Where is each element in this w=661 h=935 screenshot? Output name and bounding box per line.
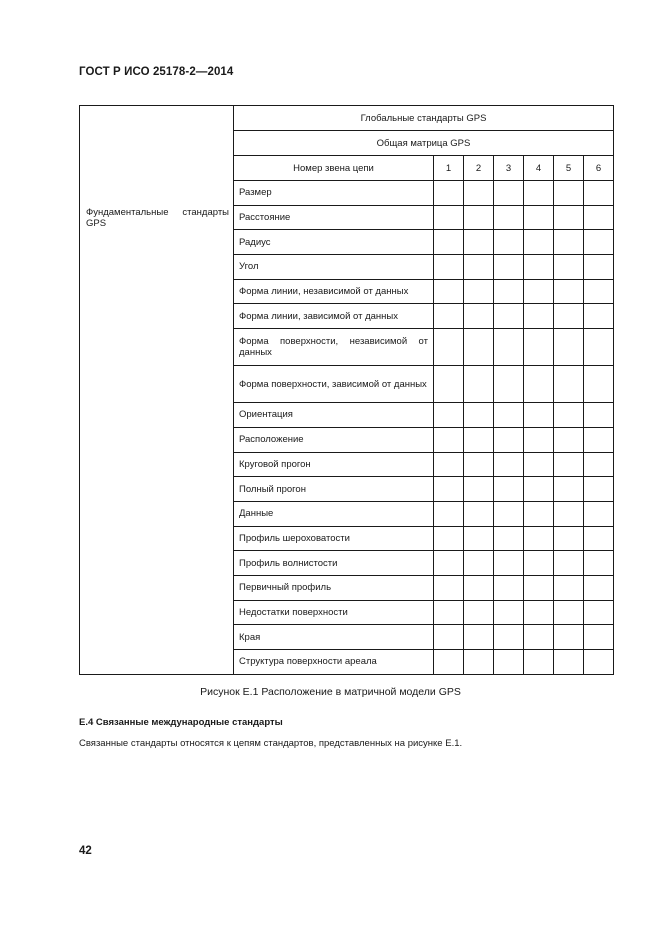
characteristic-label: Круговой прогон — [234, 452, 434, 477]
matrix-cell — [524, 279, 554, 304]
matrix-cell — [464, 230, 494, 255]
matrix-cell — [524, 255, 554, 280]
characteristic-label: Угол — [234, 255, 434, 280]
matrix-cell — [584, 526, 614, 551]
matrix-cell — [554, 279, 584, 304]
chain-number-1: 1 — [434, 156, 464, 181]
matrix-cell — [434, 452, 464, 477]
matrix-cell — [524, 625, 554, 650]
matrix-cell — [584, 600, 614, 625]
matrix-cell — [584, 255, 614, 280]
matrix-cell — [494, 526, 524, 551]
matrix-cell — [584, 205, 614, 230]
matrix-cell — [434, 304, 464, 329]
matrix-cell — [464, 304, 494, 329]
matrix-cell — [464, 329, 494, 366]
matrix-cell — [524, 575, 554, 600]
matrix-cell — [434, 366, 464, 403]
matrix-cell — [554, 575, 584, 600]
matrix-cell — [554, 526, 584, 551]
matrix-cell — [524, 403, 554, 428]
matrix-cell — [494, 279, 524, 304]
characteristic-label: Расстояние — [234, 205, 434, 230]
matrix-cell — [434, 600, 464, 625]
matrix-cell — [434, 279, 464, 304]
characteristic-label: Первичный профиль — [234, 575, 434, 600]
matrix-cell — [494, 427, 524, 452]
document-header: ГОСТ Р ИСО 25178-2—2014 — [79, 66, 234, 78]
matrix-cell — [464, 575, 494, 600]
matrix-cell — [434, 329, 464, 366]
matrix-cell — [554, 477, 584, 502]
matrix-cell — [434, 477, 464, 502]
matrix-cell — [554, 427, 584, 452]
matrix-cell — [494, 625, 524, 650]
matrix-cell — [584, 230, 614, 255]
matrix-cell — [494, 205, 524, 230]
matrix-cell — [554, 304, 584, 329]
matrix-cell — [464, 181, 494, 206]
matrix-cell — [464, 366, 494, 403]
matrix-cell — [524, 366, 554, 403]
matrix-cell — [434, 403, 464, 428]
matrix-cell — [434, 575, 464, 600]
matrix-cell — [554, 600, 584, 625]
matrix-cell — [584, 403, 614, 428]
characteristic-label: Форма линии, независимой от данных — [234, 279, 434, 304]
matrix-cell — [554, 625, 584, 650]
characteristic-label: Форма поверхности, независимой от данных — [234, 329, 434, 366]
fundamental-standards-label: Фундаментальные стандарты GPS — [80, 106, 234, 675]
matrix-cell — [584, 551, 614, 576]
matrix-cell — [434, 526, 464, 551]
matrix-cell — [554, 366, 584, 403]
matrix-cell — [464, 625, 494, 650]
matrix-cell — [524, 427, 554, 452]
characteristic-label: Недостатки поверхности — [234, 600, 434, 625]
matrix-cell — [524, 650, 554, 675]
matrix-cell — [584, 329, 614, 366]
matrix-cell — [494, 230, 524, 255]
matrix-cell — [464, 551, 494, 576]
characteristic-label: Размер — [234, 181, 434, 206]
matrix-cell — [554, 452, 584, 477]
matrix-cell — [524, 181, 554, 206]
matrix-cell — [584, 427, 614, 452]
matrix-cell — [554, 650, 584, 675]
matrix-cell — [434, 181, 464, 206]
matrix-cell — [554, 501, 584, 526]
matrix-cell — [464, 255, 494, 280]
matrix-cell — [584, 452, 614, 477]
matrix-cell — [464, 279, 494, 304]
matrix-cell — [584, 477, 614, 502]
matrix-cell — [494, 650, 524, 675]
matrix-cell — [464, 477, 494, 502]
figure-caption: Рисунок Е.1 Расположение в матричной модели GPS — [200, 686, 461, 698]
characteristic-label: Радиус — [234, 230, 434, 255]
characteristic-label: Края — [234, 625, 434, 650]
matrix-cell — [434, 427, 464, 452]
chain-number-6: 6 — [584, 156, 614, 181]
matrix-cell — [554, 181, 584, 206]
matrix-cell — [434, 255, 464, 280]
matrix-cell — [494, 329, 524, 366]
characteristic-label: Структура поверхности ареала — [234, 650, 434, 675]
chain-number-2: 2 — [464, 156, 494, 181]
matrix-cell — [584, 181, 614, 206]
matrix-cell — [554, 403, 584, 428]
matrix-cell — [524, 452, 554, 477]
matrix-cell — [494, 304, 524, 329]
matrix-cell — [464, 600, 494, 625]
matrix-cell — [464, 427, 494, 452]
matrix-cell — [584, 650, 614, 675]
matrix-cell — [434, 650, 464, 675]
matrix-cell — [434, 230, 464, 255]
matrix-cell — [524, 304, 554, 329]
matrix-cell — [584, 575, 614, 600]
characteristic-label: Форма линии, зависимой от данных — [234, 304, 434, 329]
matrix-cell — [584, 501, 614, 526]
matrix-cell — [524, 477, 554, 502]
page-number: 42 — [79, 845, 92, 857]
matrix-cell — [554, 329, 584, 366]
matrix-cell — [524, 230, 554, 255]
matrix-cell — [584, 625, 614, 650]
matrix-cell — [584, 304, 614, 329]
matrix-cell — [524, 600, 554, 625]
global-standards-title: Глобальные стандарты GPS — [234, 106, 614, 131]
matrix-cell — [464, 205, 494, 230]
characteristic-label: Полный прогон — [234, 477, 434, 502]
matrix-cell — [494, 452, 524, 477]
characteristic-label: Данные — [234, 501, 434, 526]
matrix-cell — [494, 366, 524, 403]
matrix-cell — [584, 366, 614, 403]
matrix-cell — [434, 625, 464, 650]
matrix-cell — [554, 255, 584, 280]
matrix-cell — [464, 526, 494, 551]
matrix-cell — [434, 501, 464, 526]
matrix-cell — [464, 452, 494, 477]
section-text: Связанные стандарты относятся к цепям стандартов, представленных на рисунке Е.1. — [79, 738, 463, 749]
matrix-cell — [464, 501, 494, 526]
matrix-cell — [584, 279, 614, 304]
chain-number-5: 5 — [554, 156, 584, 181]
characteristic-label: Форма поверхности, зависимой от данных — [234, 366, 434, 403]
characteristic-label: Ориентация — [234, 403, 434, 428]
matrix-cell — [494, 600, 524, 625]
matrix-cell — [464, 403, 494, 428]
gps-matrix-table — [79, 105, 614, 675]
chain-number-header: Номер звена цепи — [234, 156, 434, 181]
general-matrix-title: Общая матрица GPS — [234, 131, 614, 156]
chain-number-3: 3 — [494, 156, 524, 181]
chain-number-4: 4 — [524, 156, 554, 181]
matrix-cell — [554, 205, 584, 230]
matrix-cell — [494, 181, 524, 206]
characteristic-label: Профиль шероховатости — [234, 526, 434, 551]
characteristic-label: Расположение — [234, 427, 434, 452]
matrix-cell — [524, 551, 554, 576]
matrix-cell — [464, 650, 494, 675]
matrix-cell — [494, 403, 524, 428]
matrix-cell — [494, 575, 524, 600]
matrix-cell — [494, 501, 524, 526]
section-title: Е.4 Связанные международные стандарты — [79, 717, 283, 728]
matrix-cell — [524, 526, 554, 551]
matrix-cell — [434, 551, 464, 576]
matrix-cell — [494, 551, 524, 576]
matrix-cell — [554, 551, 584, 576]
matrix-cell — [524, 329, 554, 366]
matrix-cell — [434, 205, 464, 230]
matrix-cell — [494, 477, 524, 502]
characteristic-label: Профиль волнистости — [234, 551, 434, 576]
matrix-cell — [524, 205, 554, 230]
matrix-cell — [524, 501, 554, 526]
matrix-cell — [494, 255, 524, 280]
matrix-cell — [554, 230, 584, 255]
